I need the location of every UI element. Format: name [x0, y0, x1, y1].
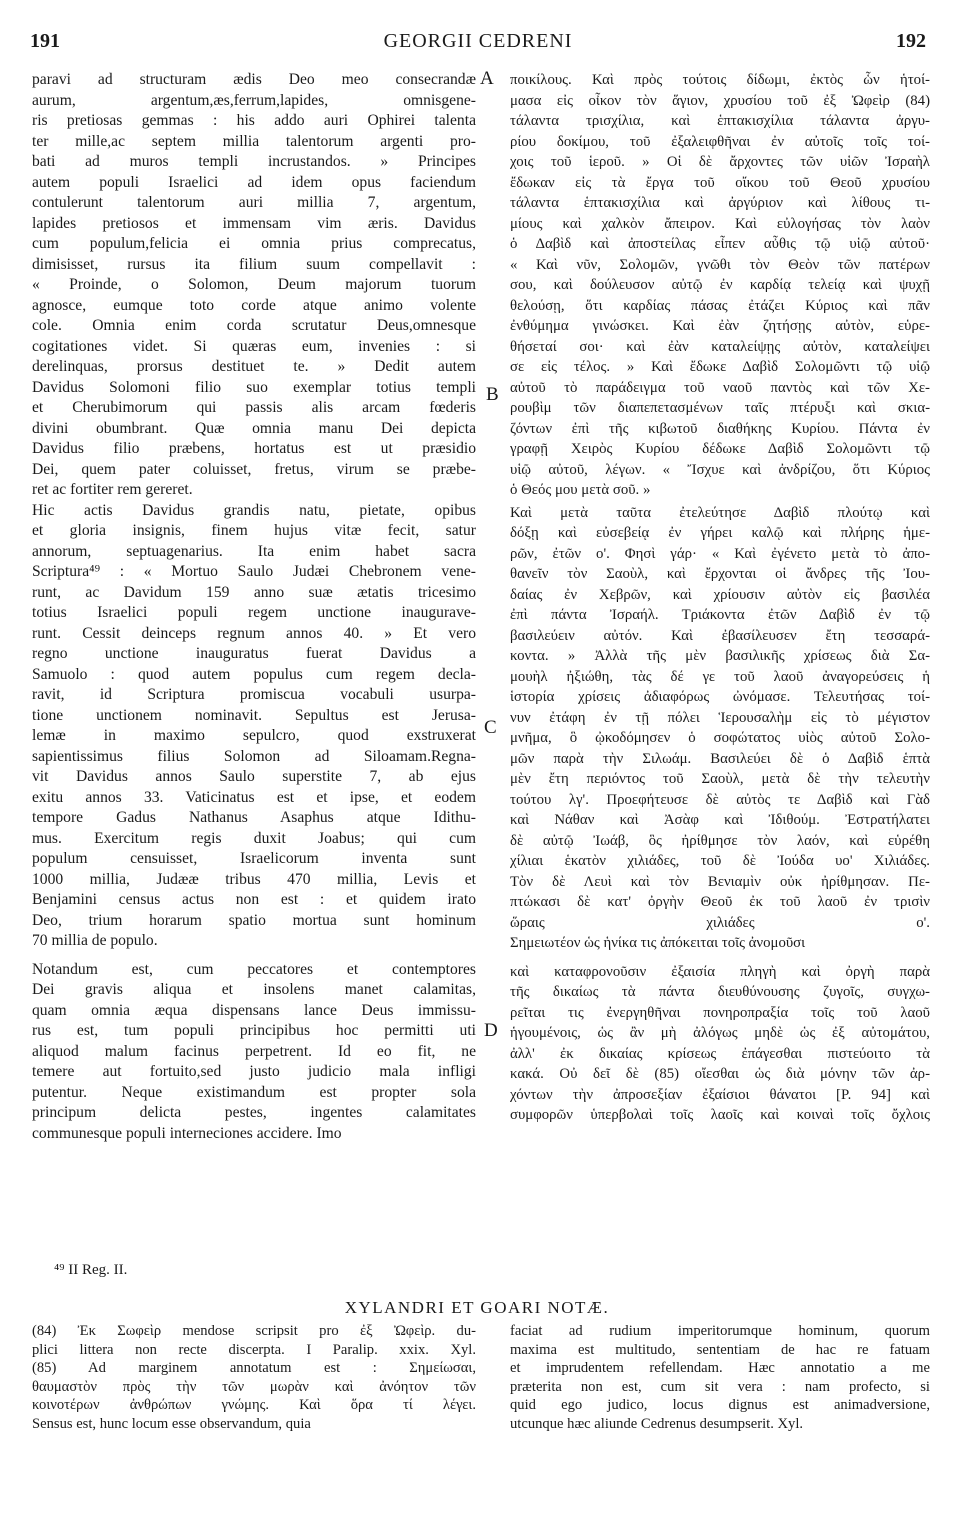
text-line: ζόντων ἐπὶ τῆς κιβωτοῦ διαθήκης Κυρίου. Πάντα ἐν: [510, 420, 930, 437]
page-number-left: 191: [30, 30, 60, 52]
text-line: paravi ad structuram ædis Deo meo consecrandæ: [32, 71, 476, 88]
text-line: κακά. Οὐ δεῖ δὲ (85) οἴεσθαι ὡς διὰ μόνην τῶν ἀρ-: [510, 1066, 930, 1082]
text-line: δαίας ἐν Χεβρῶν, καὶ χρίουσιν αὐτὸν εἰς βασιλέα: [510, 586, 930, 603]
text-line: regno unctione inauguratus fuerat Davidus a: [32, 645, 476, 662]
text-line: temere aut fortuito,sed justo judicio mala infligi: [32, 1063, 476, 1080]
text-line: θήσεταί σοι· καὶ ἐὰν καταλείψῃς αὐτὸν, καταλείψει: [510, 338, 930, 355]
text-line: ἱστορία χρίσεις ἀδιαφόρως ὠνόμασε. Τελευτήσας τοί-: [510, 689, 930, 705]
running-head: [30, 30, 926, 56]
text-line: sapientissimus filius Solomon ad Siloamam.Regna-: [32, 747, 476, 765]
text-line: μὲν ἔτη περιόντος τοῦ Σαοὺλ, μετὰ δὲ τὴν τελευτὴν: [510, 771, 930, 787]
text-line: μουὴλ ἠξιώθη, τὰς δέ γε τοῦ λαοῦ ἀναγορεύσεις ἡ: [510, 668, 930, 685]
text-line: populum censuisset, Israelicorum inventa sunt: [32, 850, 476, 867]
text-line: υἱῷ αὐτοῦ, λέγων. « Ἴσχυε καὶ ἀνδρίζου, ὅτι Κύριος: [510, 461, 930, 478]
text-line: derelinquas, prorsus destituet te. » Dedit autem: [32, 358, 476, 375]
text-line: τάλαντα ἑπτακισχίλια καὶ ἀργύριον καὶ λίθους τι-: [510, 195, 930, 211]
text-line: ret ac fortiter rem gereret.: [32, 481, 193, 498]
text-line: Σημειωτέον ὡς ἡνίκα τις ἀπόκειται τοῖς ἀνομοῦσι: [510, 935, 806, 951]
page-number-right: 192: [896, 30, 926, 52]
text-line: τούτου λγ'. Προεφήτευσε δὲ αὐτὸς τε Δαβὶδ καὶ Γὰδ: [510, 791, 930, 808]
text-line: θαυμαστὸν πρὸς τὴν τῶν μωρὰν καὶ ἀνόητον τῶν: [32, 1378, 476, 1395]
text-line: runt, ac Davidum 159 anno suæ ætatis tricesimo: [32, 583, 476, 601]
text-line: συμφορῶν ὑπερβολαὶ τοῖς λαοῖς καὶ κοιναὶ τοῖς ὄχλοις: [510, 1107, 930, 1123]
text-line: (85) Ad marginem annotatum est : Σημείωσαι,: [32, 1360, 476, 1376]
text-line: Deo, trium horarum spatio mortua sunt hominum: [32, 911, 476, 929]
text-line: runt. Cessit deinceps regnum annos 40. » Et vero: [32, 624, 476, 642]
text-line: rus est, tum populi principibus hoc permitti uti: [32, 1022, 476, 1039]
margin-letter-d: D: [484, 1020, 498, 1041]
text-line: autem populi Israelici ad idem opus faciendum: [32, 173, 476, 191]
text-line: δόξῃ καὶ εὐσεβείᾳ ἐν γήρει καλῷ καὶ πλήρης ἡμε-: [510, 525, 930, 541]
text-line: νυν ἐτάφη ἐν τῇ πόλει Ἱερουσαλὴμ εἰς τὸ μέγιστον: [510, 709, 930, 726]
text-line: καὶ καταφρονοῦσιν ἐξαισία πληγὴ καὶ ὀργὴ παρὰ: [510, 963, 930, 980]
text-line: Davidus filio præbens, hortatus est ut præsidio: [32, 440, 476, 457]
text-line: ter mille,ac septem millia talentorum argenti pro-: [32, 132, 476, 150]
text-line: faciat ad rudium imperitorumque hominum, quorum: [510, 1323, 930, 1339]
notes-title: XYLANDRI ET GOARI NOTÆ.: [344, 1298, 610, 1317]
text-line: communesque populi interneciones accidere. Imo: [32, 1124, 342, 1142]
text-line: θανεῖν τὸν Σαοὺλ, καὶ ἔρχονται οἱ ἄνδρες τῆς Ἰου-: [510, 566, 930, 582]
text-line: τῆς δικαίως τὰ πάντα διευθύνουσης ζυγοῖς, συγχω-: [510, 984, 930, 1000]
text-line: ὁ Δαβὶδ καὶ ἀποστείλας εἶπεν αὖθις τῷ υἱῷ αὐτοῦ·: [510, 236, 930, 252]
notes-left-column: [32, 1322, 476, 1433]
text-line: Davidus Solomoni filio suo exemplar totius templi: [32, 378, 476, 396]
text-line: Sensus est, hunc locum esse observandum, quia: [32, 1415, 311, 1432]
latin-text-column: [32, 70, 476, 1144]
notes-right-column: [510, 1322, 930, 1433]
text-line: ris pretiosas gemmas : his addo auri Ophirei talenta: [32, 112, 476, 129]
margin-letter-b: B: [486, 384, 499, 405]
margin-letter-c: C: [484, 717, 497, 738]
text-line: Scriptura⁴⁹ : « Mortuo Saulo Judæi Chebronem vene-: [32, 563, 476, 580]
text-line: μνῆμα, ὃ ᾠκοδόμησεν ὁ σοφώτατος υἱὸς αὐτοῦ Σολο-: [510, 730, 930, 746]
text-line: et gloria insignis, finem hujus vitæ fecit, satur: [32, 522, 476, 539]
text-line: ἡγουμένοις, ὡς ἂν μὴ ἀλόγως μηδὲ ὡς ἐξ αὐτομάτου,: [510, 1025, 930, 1041]
text-line: χίλιαι ἑκατὸν χιλιάδες, τοῦ δὲ Ἰούδα υο' Χιλιάδες.: [510, 853, 930, 869]
text-line: maxima est multitudo, sententiam de hac re fatuam: [510, 1341, 930, 1358]
text-line: cum populum,felicia ei omnia prius comprecatus,: [32, 235, 476, 252]
text-line: dimisisset, rursus ita filium suum compellavit :: [32, 255, 476, 273]
text-line: bati ad muros templi incrustandos. » Principes: [32, 153, 476, 170]
text-line: καὶ Νάθαν καὶ Ἀσὰφ καὶ Ἰδιθούμ. Ἐστρατήλατει: [510, 812, 930, 828]
text-line: plici littera non recte discerpta. I Paralip. xxix. Xyl.: [32, 1341, 476, 1358]
margin-letter-a: A: [480, 68, 494, 89]
text-line: Benjamini census actus non est : et quidem irato: [32, 891, 476, 908]
text-line: μασα εἰς οἶκον τὸν ἅγιον, χρυσίου τοῦ ἐξ Ὠφεὶρ (84): [510, 92, 930, 109]
text-line: θελούσῃ, ὅτι καρδίας πάσας ἐτάζει Κύριος καὶ πᾶν: [510, 297, 930, 314]
text-line: contulerunt talentorum auri millia 7, argentum,: [32, 194, 476, 211]
text-line: aliquod malum facinus perpetrent. Id eo fit, ne: [32, 1042, 476, 1060]
text-line: κοινοτέρων ἀνθρώπων γνώμης. Καὶ ὅρα τί λέγει.: [32, 1397, 476, 1413]
text-line: quam omnia æqua dispensans lance Deus immissu-: [32, 1001, 476, 1019]
text-line: Τὸν δὲ Λευὶ καὶ τὸν Βενιαμὶν οὐκ ἠρίθμησαν. Πε-: [510, 873, 930, 890]
footnote: ⁴⁹ II Reg. II.: [54, 1262, 128, 1278]
text-line: ρίου δοκίμου, τοῦ ἐξαλειφθῆναι ἐν αὐτοῖς τοῖς τοί-: [510, 133, 930, 150]
text-line: ρεῖται τις ἐνεργηθῆναι πονηροπραξία τοῖς τοῦ λαοῦ: [510, 1004, 930, 1021]
text-line: lapides pretiosos et immensam vim æris. Davidus: [32, 214, 476, 232]
text-line: putentur. Neque existimandum est propter sola: [32, 1083, 476, 1101]
text-line: præterita non est, cum sit vera : nam profecto, si: [510, 1378, 930, 1395]
text-line: utcunque hæc aliunde Cedrenus desumpserit. Xyl.: [510, 1415, 804, 1432]
text-line: τάλαντα τρισχίλια, καὶ ἑπτακισχίλια τάλαντα ἀργυ-: [510, 113, 930, 129]
text-line: κοντα. » Ἀλλὰ τῆς μὲν βασιλικῆς χρίσεως διὰ Σα-: [510, 648, 930, 664]
greek-text-column: [510, 70, 930, 1126]
text-line: Καὶ μετὰ ταῦτα ἐτελεύτησε Δαβὶδ πλούτῳ καὶ: [510, 504, 930, 521]
text-line: ἀλλ' ἐκ δικαίας κρίσεως ἐπάγεσθαι πιστεύοιτο τὰ: [510, 1045, 930, 1062]
text-line: totius Israelici populi regem unctione inaugurave-: [32, 604, 476, 621]
text-line: χόντων τὴν ἀπροσεξίαν ἐξαίσιοι θάνατοι [P. 94] καὶ: [510, 1086, 930, 1103]
text-line: Samuolo : quod autem populus cum regem decla-: [32, 665, 476, 683]
text-line: Hic actis Davidus grandis natu, pietate, opibus: [32, 501, 476, 519]
text-line: ὥραις χιλιάδες ο'.: [510, 914, 930, 931]
text-line: Notandum est, cum peccatores et contemptores: [32, 960, 476, 978]
text-line: ρῶν, ἐτῶν ο'. Φησὶ γάρ· « Καὶ ἐγένετο μετὰ τὸ ἀπο-: [510, 545, 930, 562]
text-line: ἔδωκαν εἰς τὰ ἔργα τοῦ οἴκου τοῦ Θεοῦ χρυσίου: [510, 174, 930, 191]
text-line: principum delicta pestes, ingentes calamitates: [32, 1104, 476, 1121]
text-line: lemæ in maximo sepulcro, quod exstruxerat: [32, 727, 476, 744]
text-line: πτώκασι δὲ κατ' ὀργὴν Θεοῦ ἐκ τοῦ λαοῦ ἐν τρισὶν: [510, 894, 930, 910]
text-line: aurum, argentum,æs,ferrum,lapides, omnisgene-: [32, 91, 476, 109]
text-line: quid ego judico, locus dignus est animadversione,: [510, 1397, 930, 1413]
text-line: βασιλεύειν αὐτόν. Καὶ ἐβασίλευσεν ἔτη τεσσαρά-: [510, 627, 930, 644]
text-line: tione unctionem nominavit. Sepultus est Jerusa-: [32, 706, 476, 724]
text-line: ravit, id Scriptura promiscua vocabuli usurpa-: [32, 686, 476, 703]
text-line: αὐτοῦ τὸ παράδειγμα τοῦ ναοῦ παντὸς καὶ τῶν Χε-: [510, 379, 930, 396]
text-line: ἐνθύμημα γινώσκει. Καὶ ἐὰν ζητήσῃς αὐτὸν, εὑρε-: [510, 318, 930, 334]
text-line: 70 millia de populo.: [32, 932, 158, 949]
text-line: « Proinde, o Solomon, Deum majorum tuorum: [32, 276, 476, 293]
text-line: γραφῇ Χειρὸς Κυρίου δέδωκε Δαβὶδ Σολομῶντι τῷ: [510, 441, 930, 457]
text-line: cole. Omnia enim corda scrutatur Deus,omnesque: [32, 317, 476, 334]
text-line: mus. Exercitum regis duxit Joabus; qui cum: [32, 829, 476, 847]
text-line: μίους καὶ χαλκὸν ἄπειρον. Καὶ εὐλογήσας τὸν λαὸν: [510, 215, 930, 232]
text-line: tempore Gadus Nathanus Asaphus atque Idithu-: [32, 809, 476, 826]
text-line: « Καὶ νῦν, Σολομῶν, γνῶθι τὸν Θεὸν τῶν πατέρων: [510, 256, 930, 273]
text-line: exitu annos 33. Vaticinatus est et ipse, et eodem: [32, 788, 476, 806]
text-line: et imprudentem refellendam. Hæc annotatio a me: [510, 1360, 930, 1376]
text-line: (84) Ἐκ Σωφεὶρ mendose scripsit pro ἐξ Ὠφεὶρ. du-: [32, 1323, 476, 1339]
text-line: 1000 millia, Judææ tribus 470 millia, Levis et: [32, 870, 476, 888]
text-line: δὲ αὐτῷ Ἰωάβ, ὃς ἠρίθμησε τὸν λαόν, καὶ εὑρέθη: [510, 832, 930, 849]
text-line: ἐπὶ πάντα Ἰσραήλ. Τριάκοντα ἐτῶν Δαβὶδ ἐν τῷ: [510, 607, 930, 623]
text-line: ποικίλους. Καὶ πρὸς τούτοις δίδωμι, ἐκτὸς ὧν ἡτοί-: [510, 72, 930, 88]
text-line: et Cherubimorum qui passis alis arcam fœderis: [32, 399, 476, 416]
text-line: cogitationes videt. Si quæras eum, invenies : si: [32, 337, 476, 355]
text-line: agnosce, eumque toto corde atque animo volente: [32, 296, 476, 314]
text-line: σε εἰς τέλος. » Καὶ ἔδωκε Δαβὶδ Σολομῶντι τῷ υἱῷ: [510, 359, 930, 375]
running-title: GEORGII CEDRENI: [383, 30, 573, 52]
text-line: divini obumbrant. Quæ omnia manu Dei depicta: [32, 419, 476, 437]
text-line: annorum, septuagenarius. Ita enim habet sacra: [32, 542, 476, 560]
text-line: ρουβὶμ τῶν διαπεπετασμένων ταῖς πτέρυξι καὶ σκια-: [510, 400, 930, 416]
text-line: Dei gravis aliqua et insolens manet calamitas,: [32, 981, 476, 998]
text-line: σου, καὶ δούλευσον αὐτῷ ἐν καρδίᾳ τελείᾳ καὶ ψυχῇ: [510, 277, 930, 293]
text-line: vit Davidus annos Saulo superstite 7, ab ejus: [32, 768, 476, 785]
text-line: Dei, quem pater coluisset, fretus, virum se præbe-: [32, 460, 476, 478]
text-line: μῶν παρὰ τὴν Σιλωάμ. Βασιλεύει δὲ ὁ Δαβὶδ ἑπτὰ: [510, 750, 930, 767]
text-line: ὁ Θεός μου μετὰ σοῦ. »: [510, 482, 651, 498]
text-line: χοις τοῦ ἱεροῦ. » Οἱ δὲ ἄρχοντες τῶν υἱῶν Ἰσραὴλ: [510, 154, 930, 170]
